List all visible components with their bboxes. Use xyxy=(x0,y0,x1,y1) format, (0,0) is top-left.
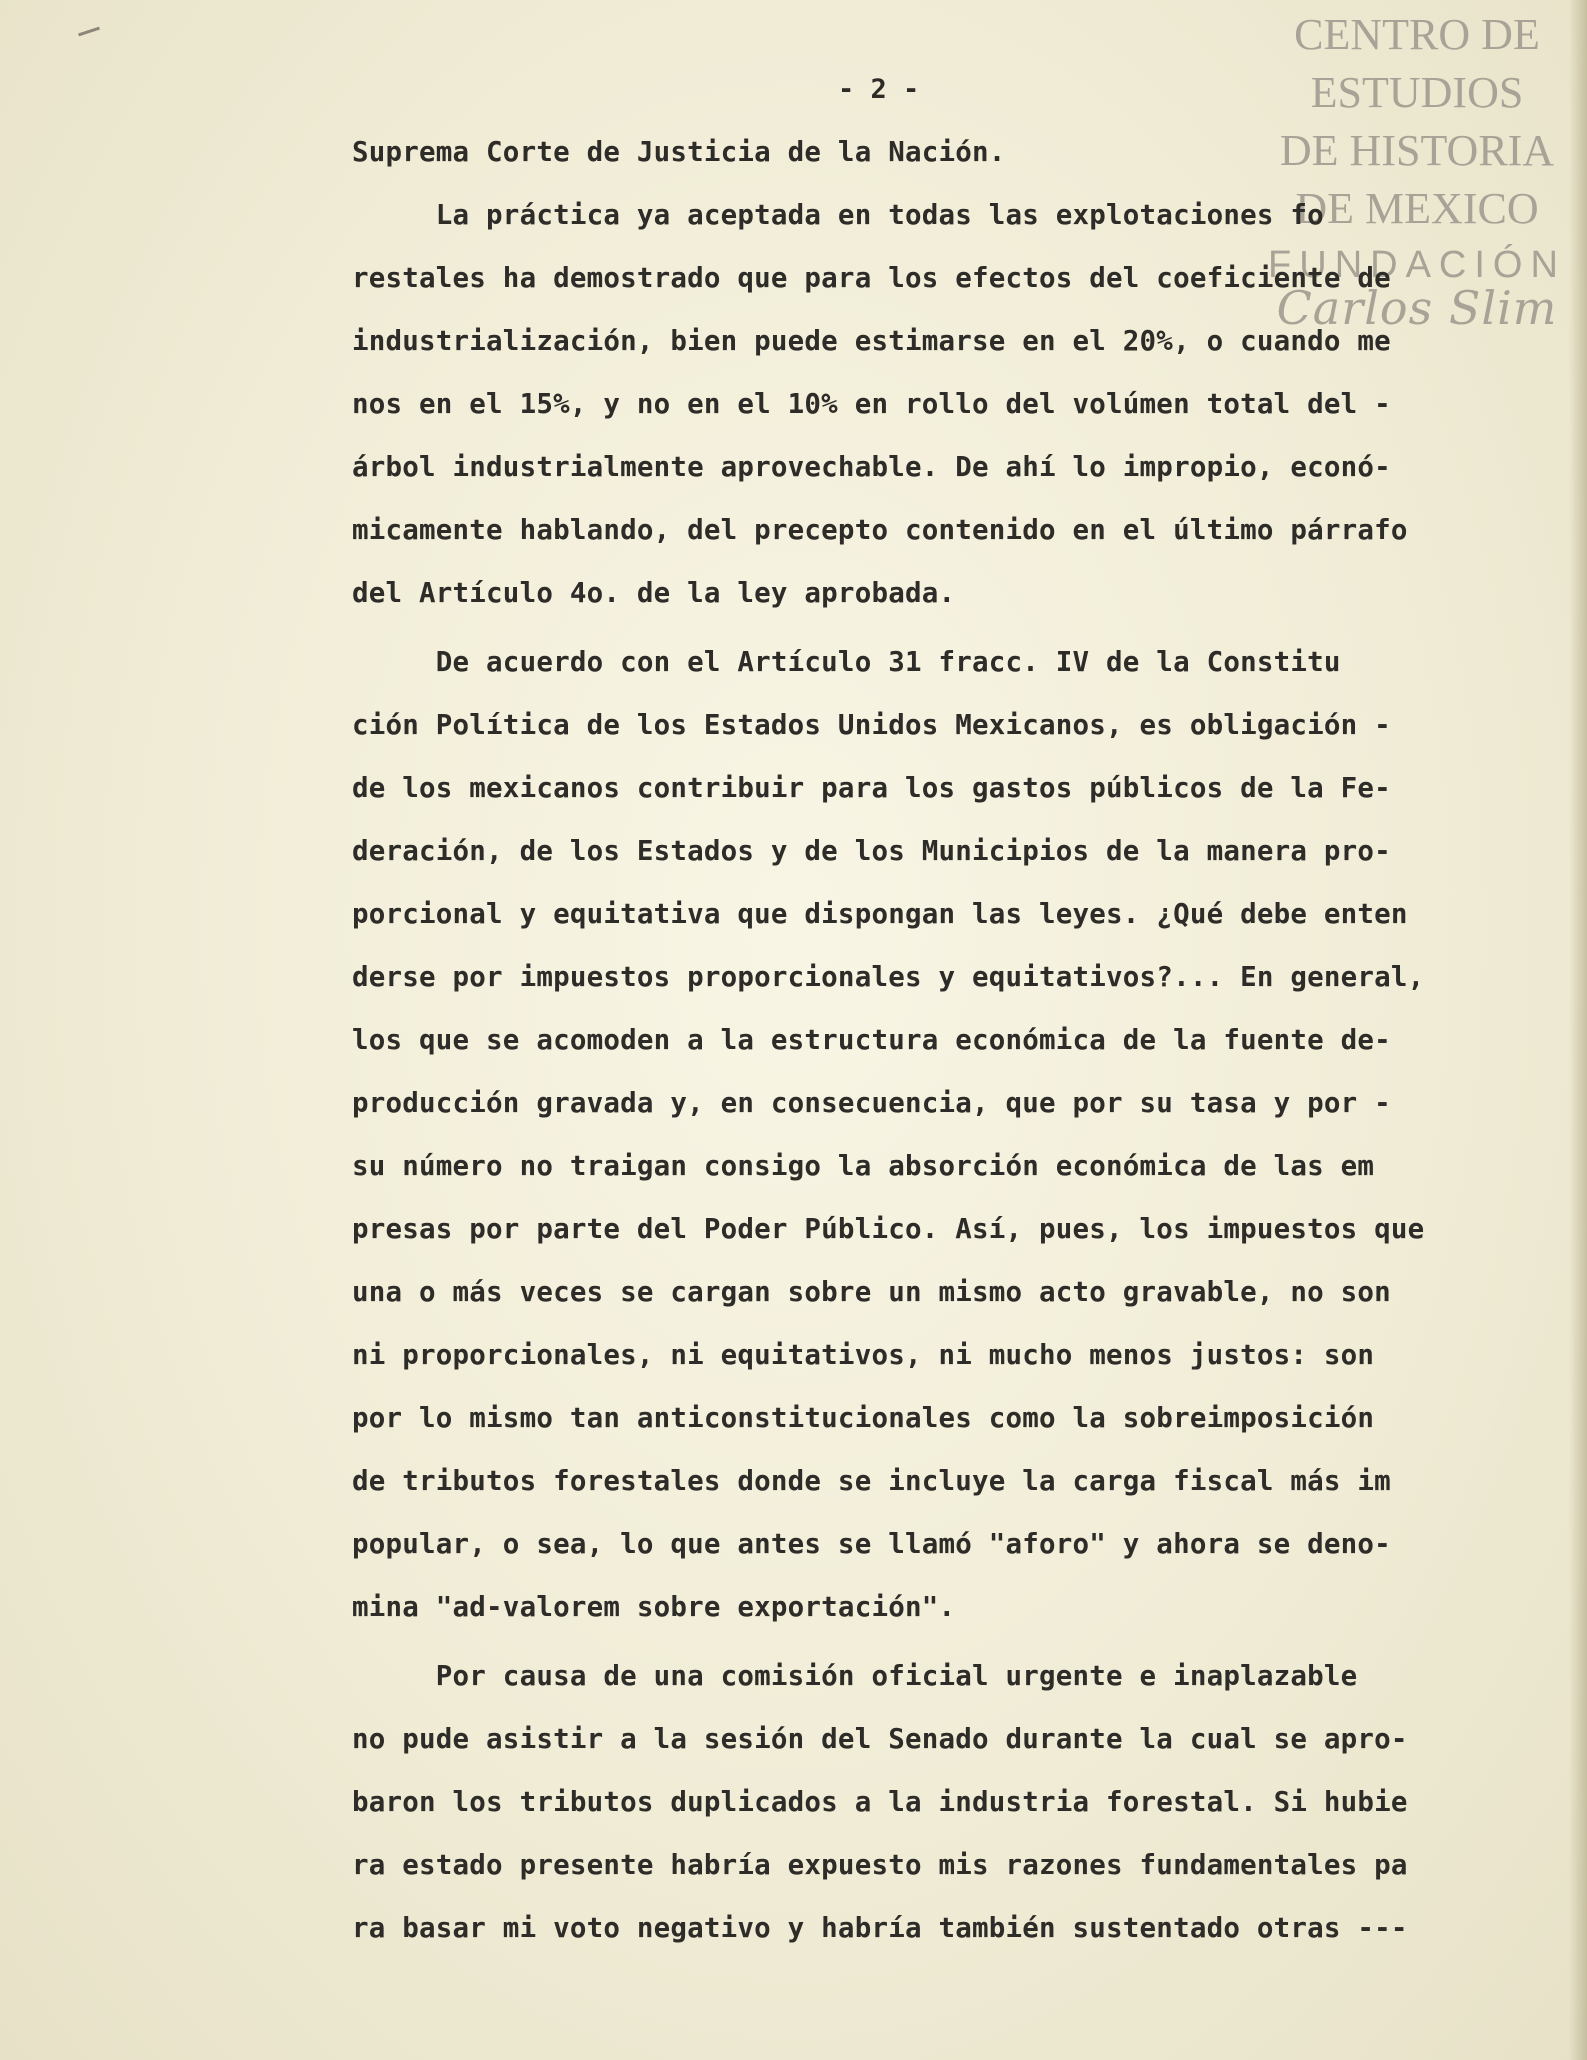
text-line: La práctica ya aceptada en todas las explotaciones fo xyxy=(352,199,1324,231)
text-line: mina "ad-valorem sobre exportación". xyxy=(352,1591,956,1623)
page-number: - 2 - xyxy=(838,74,920,105)
text-line: ni proporcionales, ni equitativos, ni mucho menos justos: son xyxy=(352,1339,1375,1371)
text-line: no pude asistir a la sesión del Senado durante la cual se apro- xyxy=(352,1723,1408,1755)
stamp-line: DE MEXICO xyxy=(1295,184,1539,233)
text-line: derse por impuestos proporcionales y equitativos?... En general, xyxy=(352,961,1425,993)
text-line: árbol industrialmente aprovechable. De ahí lo impropio, econó- xyxy=(352,451,1391,483)
stamp-line: DE HISTORIA xyxy=(1279,126,1555,175)
text-line: porcional y equitativa que dispongan las leyes. ¿Qué debe enten xyxy=(352,898,1408,930)
text-line: ción Política de los Estados Unidos Mexicanos, es obligación - xyxy=(352,709,1391,741)
text-line: del Artículo 4o. de la ley aprobada. xyxy=(352,577,956,609)
stamp-foundation: FUNDACIÓN xyxy=(1268,244,1566,286)
stamp-line: CENTRO DE xyxy=(1294,10,1540,59)
text-line: De acuerdo con el Artículo 31 fracc. IV de la Constitu xyxy=(352,646,1341,678)
text-line: por lo mismo tan anticonstitucionales como la sobreimposición xyxy=(352,1402,1375,1434)
text-line: popular, o sea, lo que antes se llamó "aforo" y ahora se deno- xyxy=(352,1528,1391,1560)
text-line: de tributos forestales donde se incluye la carga fiscal más im xyxy=(352,1465,1391,1497)
text-line: nos en el 15%, y no en el 10% en rollo del volúmen total del - xyxy=(352,388,1391,420)
text-line: baron los tributos duplicados a la industria forestal. Si hubie xyxy=(352,1786,1408,1818)
stamp-line: ESTUDIOS xyxy=(1310,68,1524,117)
stamp-signature: Carlos Slim xyxy=(1276,281,1558,335)
text-line: su número no traigan consigo la absorción económica de las em xyxy=(352,1150,1375,1182)
text-line: presas por parte del Poder Público. Así, pues, los impuestos que xyxy=(352,1213,1425,1245)
text-line: restales ha demostrado que para los efectos del coeficiente de xyxy=(352,262,1391,294)
paper-edge-shadow xyxy=(1569,0,1587,2060)
text-line: ra estado presente habría expuesto mis razones fundamentales pa xyxy=(352,1849,1408,1881)
text-line: producción gravada y, en consecuencia, que por su tasa y por - xyxy=(352,1087,1391,1119)
text-line: Por causa de una comisión oficial urgente e inaplazable xyxy=(352,1660,1358,1692)
text-line: ra basar mi voto negativo y habría también sustentado otras --- xyxy=(352,1912,1408,1944)
text-line: una o más veces se cargan sobre un mismo acto gravable, no son xyxy=(352,1276,1391,1308)
text-line: los que se acomoden a la estructura económica de la fuente de- xyxy=(352,1024,1391,1056)
text-line: deración, de los Estados y de los Municipios de la manera pro- xyxy=(352,835,1391,867)
text-line: industrialización, bien puede estimarse en el 20%, o cuando me xyxy=(352,325,1391,357)
text-line: micamente hablando, del precepto contenido en el último párrafo xyxy=(352,514,1408,546)
text-line: de los mexicanos contribuir para los gastos públicos de la Fe- xyxy=(352,772,1391,804)
text-line: Suprema Corte de Justicia de la Nación. xyxy=(352,136,1006,168)
